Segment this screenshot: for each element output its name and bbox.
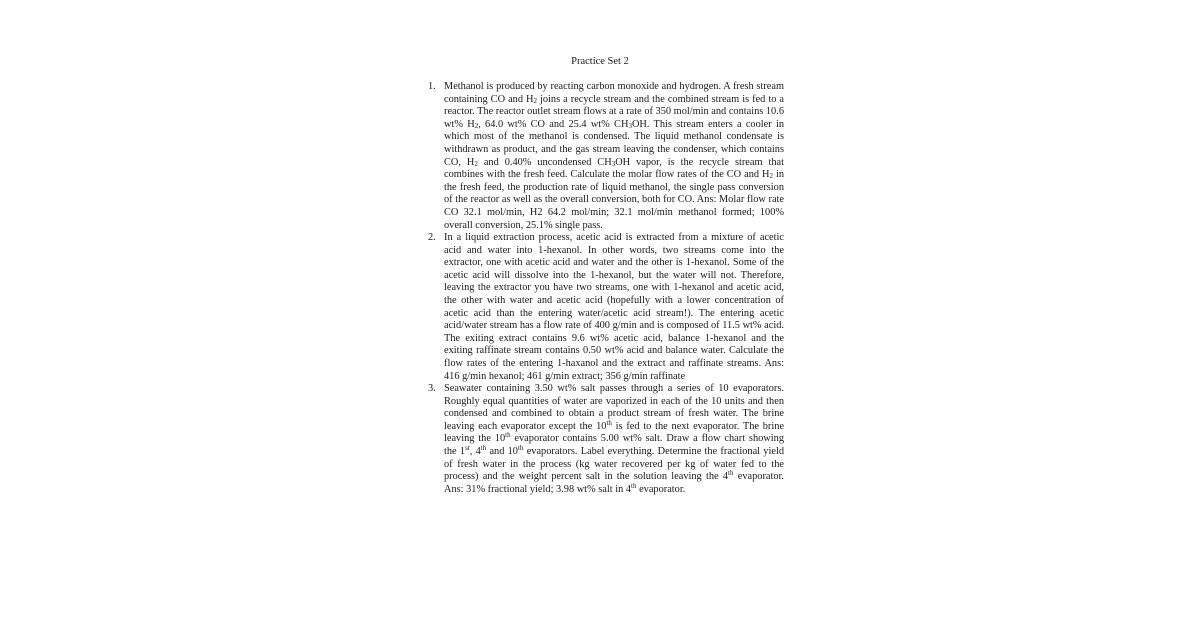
problem-3 — [428, 383, 784, 496]
text-run: in the fresh feed, the production rate of liquid methanol, the single pass conversion of the reactor as well as the overall conversion, both for CO. Ans: Molar flow rate CO 32.1 mol/min, H2 64.2 mol/min; 32.1 mol/min methanol formed; 100% overall conversion, 25.1% single pass. — [444, 169, 784, 231]
text-run: joins a recycle stream and the combined stream is fed to a reactor. The reactor outlet stream flows at a rate of 350 mol/min and contains 10.6 wt% H — [444, 93, 785, 130]
text-run: is fed to the next evaporator. The brine leaving the 10 — [444, 420, 785, 445]
superscript: st — [465, 443, 470, 452]
subscript: 3 — [628, 121, 632, 130]
problem-1 — [428, 81, 784, 232]
text-run: and 10 — [486, 445, 518, 457]
text-run: evaporator. Ans: 31% fractional yield; 3.98 wt% salt in 4 — [444, 471, 784, 495]
text-run: evaporator contains 5.00 wt% salt. Draw a flow chart showing the 1 — [444, 433, 784, 457]
problem-text — [444, 81, 784, 232]
text-run: Methanol is produced by reacting carbon monoxide and hydrogen. A fresh stream containing CO and H — [444, 81, 784, 105]
problem-text: In a liquid extraction process, acetic acid is extracted from a mixture of acetic acid and water into 1-hexanol. In other words, two streams come into the extractor, one with acetic acid and water and the other is 1-hexanol. Some of the acetic acid will dissolve into the 1-hexanol, but the water will not. Therefore, leaving the extractor you have two streams, one with 1-hexanol and acetic acid, the other with water and acetic acid (hopefully with a lower concentration of acetic acid than the entering water/acetic acid stream!). The entering acetic acid/water stream has a flow rate of 400 g/min and is composed of 11.5 wt% acid. The exiting extract contains 9.6 wt% acetic acid, balance 1-hexanol and the exiting raffinate stream contains 0.50 wt% acid and balance water. Calculate the flow rates of the entering 1-haxanol and the extract and raffinate streams. Ans: 416 g/min hexanol; 461 g/min extract; 356 g/min raffinate — [444, 232, 784, 382]
subscript: 2 — [533, 96, 537, 105]
superscript: th — [480, 443, 487, 452]
problem-text — [444, 383, 784, 496]
text-run: evaporators. Label everything. Determine the fractional yield of fresh water in the process (kg water recovered per kg of water fed to the process) and the weight percent salt in the solution leaving the 4 — [444, 445, 784, 483]
problem-number: 3. — [428, 383, 436, 394]
text-run: Seawater containing 3.50 wt% salt passes through a series of 10 evaporators. Roughly equal quantities of water are vaporized in each of the 10 units and then condensed and combined to obtain a product stream of fresh water. The brine leaving each evaporator except the 10 — [444, 383, 784, 432]
text-run: , 4 — [469, 445, 481, 457]
superscript: th — [606, 418, 612, 427]
text-run: , 64.0 wt% CO and 25.4 wt% CH — [478, 118, 629, 130]
subscript: 2 — [474, 159, 478, 168]
subscript: 3 — [611, 159, 616, 168]
problem-number: 1. — [428, 81, 436, 92]
subscript: 2 — [769, 172, 773, 181]
text-run: OH. This stream enters a cooler in which most of the methanol is condensed. The liquid methanol condensate is withdrawn as product, and the gas stream leaving the condenser, which contains CO, H — [444, 118, 784, 168]
document-title: Practice Set 2 — [571, 56, 629, 67]
text-run: OH vapor, is the recycle stream that combines with the fresh feed. Calculate the molar flow rates of the CO and H — [444, 156, 784, 181]
text-run: evaporator. — [636, 483, 686, 495]
superscript: th — [631, 481, 637, 490]
problem-2 — [428, 232, 784, 383]
superscript: th — [517, 443, 524, 452]
text-run: and 0.40% uncondensed CH — [477, 156, 612, 168]
subscript: 2 — [474, 121, 479, 130]
superscript: th — [728, 469, 734, 478]
superscript: th — [505, 431, 511, 440]
problem-number: 2. — [428, 232, 436, 243]
